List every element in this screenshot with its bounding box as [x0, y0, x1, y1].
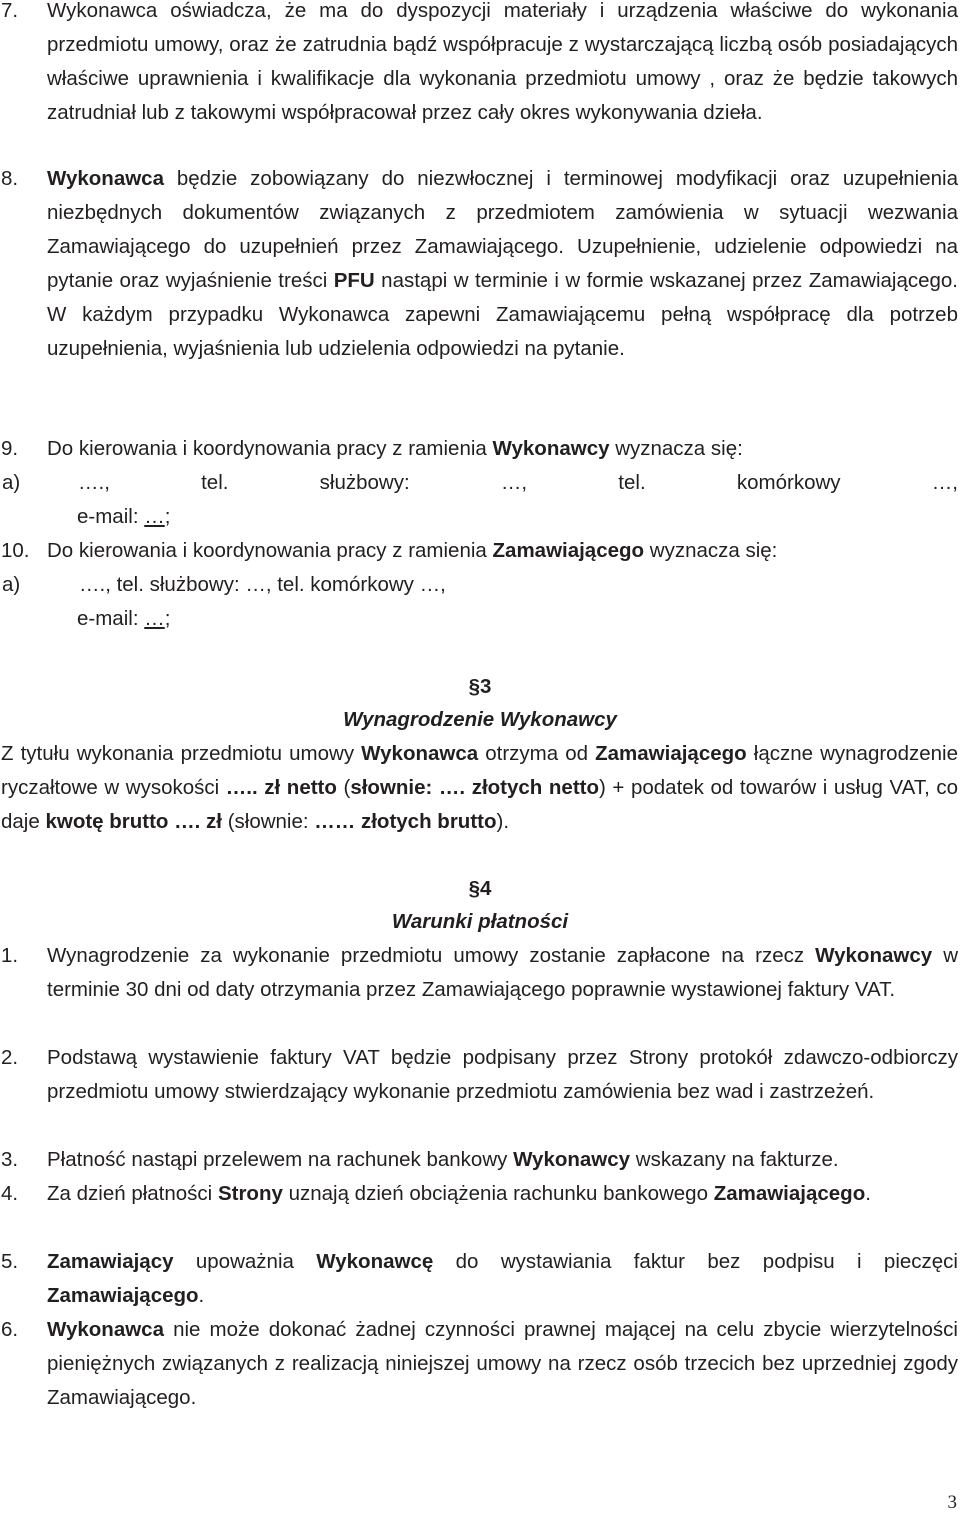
item-number: 9.	[1, 437, 19, 460]
item-number: 7.	[1, 0, 19, 22]
item-10-email-line: e-mail: …;	[77, 607, 171, 630]
item-number: 5.	[1, 1250, 19, 1273]
item-text: Do kierowania i koordynowania pracy z ramienia Wykonawcy wyznacza się:	[47, 437, 743, 460]
payment-item-2	[0, 1041, 958, 1109]
item-text: Do kierowania i koordynowania pracy z ramienia Zamawiającego wyznacza się:	[47, 539, 778, 562]
item-text: Wykonawca będzie zobowiązany do niezwłocznej i terminowej modyfikacji oraz uzupełnienia niezbędnych dokumentów związanych z przedmiotem zamówienia w sytuacji wezwania Zamawiającego do uzupełnień przez Zamawiającego. Uzupełnienie, udzielenie odpowiedzi na pytanie oraz wyjaśnienie treści PFU nastąpi w terminie i w formie wskazanej przez Zamawiającego. W każdym przypadku Wykonawca zapewni Zamawiającemu pełną współpracę dla potrzeb uzupełnienia, wyjaśnienia lub udzielenia odpowiedzi na pytanie.	[47, 167, 958, 360]
item-text: Podstawą wystawienie faktury VAT będzie podpisany przez Strony protokół zdawczo-odbiorczy przedmiotu umowy stwierdzający wykonanie przedmiotu zamówienia bez wad i zastrzeżeń.	[47, 1046, 958, 1103]
item-text: Płatność nastąpi przelewem na rachunek bankowy Wykonawcy wskazany na fakturze.	[47, 1148, 839, 1171]
sub-label: a)	[2, 573, 21, 596]
item-text: Zamawiający upoważnia Wykonawcę do wystawiania faktur bez podpisu i pieczęci Zamawiającego.	[47, 1250, 958, 1307]
item-text: Wykonawca oświadcza, że ma do dyspozycji materiały i urządzenia właściwe do wykonania przedmiotu umowy, oraz że zatrudnia bądź współpracuje z wystarczającą liczbą osób posiadających właściwe uprawnienia i kwalifikacje dla wykonania przedmiotu umowy , oraz że będzie takowych zatrudniał lub z takowymi współpracował przez cały okres wykonywania dzieła.	[47, 0, 958, 124]
item-number: 2.	[1, 1046, 19, 1069]
section-3-title: Wynagrodzenie Wykonawcy	[343, 708, 617, 731]
item-number: 6.	[1, 1318, 19, 1341]
list-item-8	[0, 162, 958, 366]
page-number: 3	[947, 1492, 957, 1513]
payment-item-4	[0, 1177, 958, 1211]
item-number: 10.	[1, 539, 30, 562]
payment-item-1	[0, 939, 958, 1007]
list-item-7	[0, 0, 958, 130]
payment-item-3	[0, 1143, 958, 1177]
item-number: 8.	[1, 167, 19, 190]
item-9-email-line: e-mail: …;	[77, 505, 171, 528]
section-3-text: Z tytułu wykonania przedmiotu umowy Wykonawca otrzyma od Zamawiającego łączne wynagrodzenie ryczałtowe w wysokości ….. zł netto (słownie: …. złotych netto) + podatek od towarów i usług VAT, co daje kwotę brutto …. zł (słownie: …… złotych brutto).	[1, 742, 959, 833]
item-9-contact-line	[2, 466, 958, 500]
paragraph-symbol: §	[468, 675, 480, 698]
item-text: Wynagrodzenie za wykonanie przedmiotu umowy zostanie zapłacone na rzecz Wykonawcy w terminie 30 dni od daty otrzymania przez Zamawiającego poprawnie wystawionej faktury VAT.	[47, 944, 958, 1001]
item-number: 4.	[1, 1182, 19, 1205]
list-item-10	[0, 534, 958, 568]
contact-fields: …., tel. służbowy: …, tel. komórkowy …,	[79, 573, 446, 596]
paragraph-symbol: §	[468, 877, 480, 900]
item-text: Za dzień płatności Strony uznają dzień obciążenia rachunku bankowego Zamawiającego.	[47, 1182, 871, 1205]
contact-fields: …., tel. służbowy: …, tel. komórkowy …,	[78, 471, 958, 494]
section-3-heading: §3	[468, 675, 492, 698]
payment-item-6	[0, 1313, 958, 1415]
item-number: 3.	[1, 1148, 19, 1171]
sub-label: a)	[2, 471, 21, 494]
section-4-heading: §4	[468, 877, 492, 900]
list-item-9	[0, 432, 958, 466]
item-number: 1.	[1, 944, 19, 967]
section-4-title: Warunki płatności	[391, 910, 569, 933]
item-text: Wykonawca nie może dokonać żadnej czynności prawnej mającej na celu zbycie wierzytelności pieniężnych związanych z realizacją niniejszej umowy na rzecz osób trzecich bez uprzedniej zgody Zamawiającego.	[47, 1318, 958, 1409]
payment-item-5	[0, 1245, 958, 1313]
